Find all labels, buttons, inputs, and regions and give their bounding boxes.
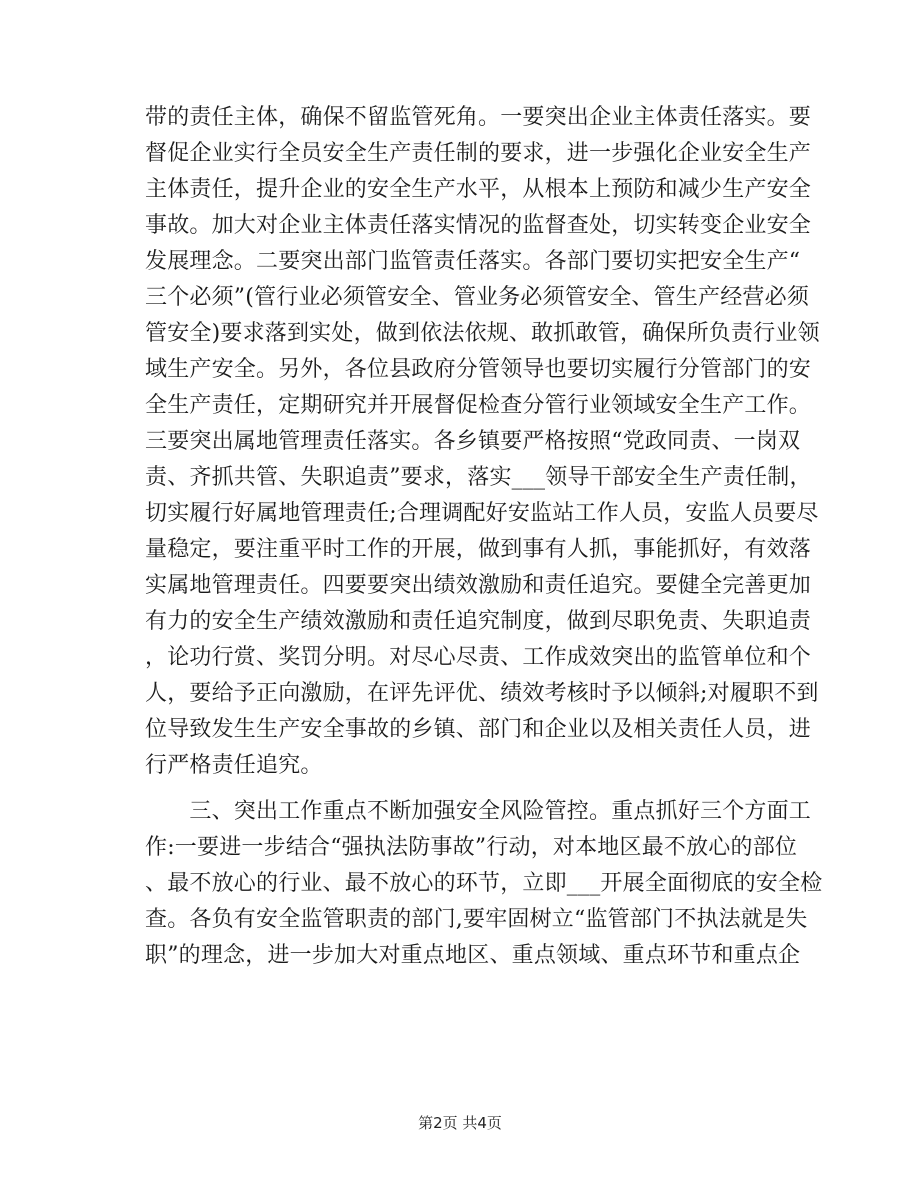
- text-line: 作:一要进一步结合“强执法防事故”行动，对本地区最不放心的部位: [145, 835, 798, 860]
- text-line: 有力的安全生产绩效激励和责任追究制度，做到尽职免责、失职追责: [145, 609, 812, 634]
- text-line: 职”的理念，进一步加大对重点地区、重点领域、重点环节和重点企: [145, 943, 801, 968]
- text-line: 查。各负有安全监管职责的部门,要牢固树立“监管部门不执法就是失: [145, 907, 808, 932]
- text-line: 量稳定，要注重平时工作的开展，做到事有人抓，事能抓好，有效落: [145, 537, 812, 562]
- text-line: 三个必须”(管行业必须管安全、管业务必须管安全、管生产经营必须: [145, 285, 810, 310]
- text-line: 人，要给予正向激励，在评先评优、绩效考核时予以倾斜;对履职不到: [145, 681, 819, 706]
- text-line: ，论功行赏、奖罚分明。对尽心尽责、工作成效突出的监管单位和个: [145, 645, 812, 670]
- text-line: 带的责任主体，确保不留监管死角。一要突出企业主体责任落实。要: [145, 105, 812, 130]
- text-line: 三要突出属地管理责任落实。各乡镇要严格按照“党政同责、一岗双: [145, 429, 801, 454]
- text-line: 、最不放心的行业、最不放心的环节，立即___开展全面彻底的安全检: [145, 871, 823, 896]
- text-line: 管安全)要求落到实处，做到依法依规、敢抓敢管，确保所负责行业领: [145, 321, 820, 346]
- text-line: 域生产安全。另外，各位县政府分管领导也要切实履行分管部门的安: [145, 357, 812, 382]
- text-line: 责、齐抓共管、失职追责”要求，落实___领导干部安全生产责任制，: [145, 465, 812, 490]
- page-number-footer: 第2页 共4页: [418, 1114, 502, 1132]
- text-line: 实属地管理责任。四要要突出绩效激励和责任追究。要健全完善更加: [145, 573, 812, 598]
- text-line: 三、突出工作重点不断加强安全风险管控。重点抓好三个方面工: [145, 799, 812, 824]
- text-line: 位导致发生生产安全事故的乡镇、部门和企业以及相关责任人员，进: [145, 717, 812, 742]
- text-line: 发展理念。二要突出部门监管责任落实。各部门要切实把安全生产“: [145, 249, 801, 274]
- text-line: 行严格责任追究。: [145, 753, 323, 778]
- text-line: 督促企业实行全员安全生产责任制的要求，进一步强化企业安全生产: [145, 141, 812, 166]
- text-line: 主体责任，提升企业的安全生产水平，从根本上预防和减少生产安全: [145, 177, 812, 202]
- text-line: 切实履行好属地管理责任;合理调配好安监站工作人员，安监人员要尽: [145, 501, 819, 526]
- text-line: 全生产责任，定期研究并开展督促检查分管行业领域安全生产工作。: [145, 393, 812, 418]
- text-line: 事故。加大对企业主体责任落实情况的监督查处，切实转变企业安全: [145, 213, 812, 238]
